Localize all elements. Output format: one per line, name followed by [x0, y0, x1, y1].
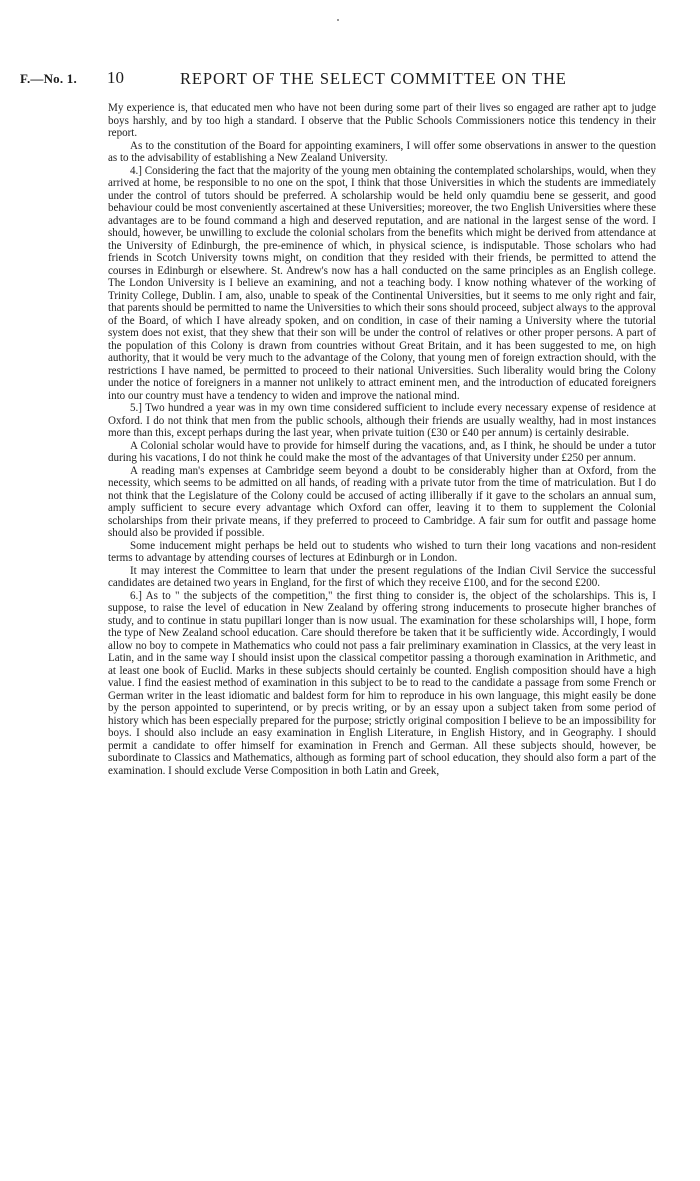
paper-reference: F.—No. 1. [20, 71, 77, 86]
running-title: REPORT OF THE SELECT COMMITTEE ON THE [180, 69, 567, 88]
paragraph: 6.] As to " the subjects of the competition," the first thing to consider is, the object of the scholarships. This is, I suppose, to raise the level of education in New Zealand by offering strong inducements to prosecute higher branches of study, and to continue in statu pupillari longer than is now usual. The examination for these scholarships will, I hope, form the type of New Zealand school education. Care should therefore be taken that it be sufficiently wide. Accordingly, I would allow no boy to compete in Mathematics who could not pass a fair preliminary examination in Classics, at the very least in Latin, and in the same way I should insist upon the classical competitor passing a thorough examination in Arithmetic, and at least one book of Euclid. Marks in these subjects should certainly be counted. English composition should have a high value. I find the easiest method of examination in this subject to be to read to the candidate a passage from some French or German writer in the least idiomatic and baldest form for him to reproduce in his own language, this might easily be done by the person appointed to superintend, or by precis writing, or by an essay upon a subject taken from some period of history which has been especially prepared for the purpose; strictly original composition I believe to be an impossibility for boys. I should also include an easy examination in English Literature, in English History, and in Geography. I should permit a candidate to offer himself for examination in French and German. All these subjects should, however, be subordinate to Classics and Mathematics, although as forming part of school education, they should also form a part of the examination. I should exclude Verse Composition in both Latin and Greek, [108, 589, 656, 777]
page-header [0, 68, 700, 94]
paragraph: A Colonial scholar would have to provide for himself during the vacations, and, as I think, he should be under a tutor during his vacations, I do not think he could make the most of the advantages of that University under £250 per annum. [108, 439, 656, 464]
paragraph: Some inducement might perhaps be held out to students who wished to turn their long vacations and non-resident terms to advantage by attending courses of lectures at Edinburgh or in London. [108, 539, 656, 564]
scan-speck [337, 19, 339, 21]
page-number: 10 [107, 68, 124, 87]
paragraph: 4.] Considering the fact that the majority of the young men obtaining the contemplated scholarships, would, when they arrived at home, be responsible to no one on the spot, I think that those Universities in which the students are immediately under the control of tutors should be preferred. A scholarship would be held only quamdiu bene se gesserit, and good behaviour could be most conveniently ascertained at these Universities; moreover, the two English Universities where these advantages are to be found command a high and deserved reputation, and are national in the largest sense of the word. I should, however, be unwilling to exclude the colonial scholars from the benefits which might be derived from attendance at the University of Edinburgh, the pre-eminence of which, in physical science, is indisputable. Those scholars who had friends in Scotch University towns might, on condition that they resided with their friends, be permitted to attend the courses in Edinburgh or elsewhere. St. Andrew's now has a hall conducted on the same principles as an English college. The London University is I believe an examining, and not a teaching body. I know nothing whatever of the working of Trinity College, Dublin. I am, also, unable to speak of the Continental Universities, but it seems to me only right and fair, that parents should be permitted to name the Universities to which their sons should proceed, subject always to the approval of the Board, of which I have already spoken, and on condition, in case of their naming a University where the tutorial system does not exist, that they shew that their son will be under the control of relatives or other proper persons. A part of the population of this Colony is drawn from countries without Great Britain, and it has been suggested to me, on high authority, that it would be very much to the advantage of the Colony, that young men of foreign extraction should, with the restrictions I have named, be permitted to proceed to their national Universities. Such liberality would bring the Colony under the notice of foreigners in a manner not unlikely to attract eminent men, and the introduction of educated foreigners into our country must have a tendency to widen and improve the national mind. [108, 164, 656, 402]
paragraph: As to the constitution of the Board for appointing examiners, I will offer some observations in answer to the question as to the advisability of establishing a New Zealand University. [108, 139, 656, 164]
body-text [108, 102, 656, 777]
paragraph: A reading man's expenses at Cambridge seem beyond a doubt to be considerably higher than at Oxford, from the necessity, which seems to be admitted on all hands, of reading with a private tutor from the time of matriculation. But I do not think that the Legislature of the Colony could be accused of acting illiberally if it gave to the scholars an annual sum, amply sufficient to secure every advantage which Oxford can offer, leaving it to them to supplement the Colonial scholarships from their private means, if they preferred to proceed to Cambridge. A fair sum for outfit and passage home should also be provided if possible. [108, 464, 656, 539]
paragraph: My experience is, that educated men who have not been during some part of their lives so engaged are rather apt to judge boys harshly, and by too high a standard. I observe that the Public Schools Commissioners notice this tendency in their report. [108, 102, 656, 139]
paragraph: It may interest the Committee to learn that under the present regulations of the Indian Civil Service the successful candidates are detained two years in England, for the first of which they receive £100, and for the second £200. [108, 564, 656, 589]
paragraph: 5.] Two hundred a year was in my own time considered sufficient to include every necessary expense of residence at Oxford. I do not think that men from the public schools, although their friends are usually wealthy, had in most instances more than this, except perhaps during the last year, when private tuition (£30 or £40 per annum) is certainly desirable. [108, 402, 656, 439]
